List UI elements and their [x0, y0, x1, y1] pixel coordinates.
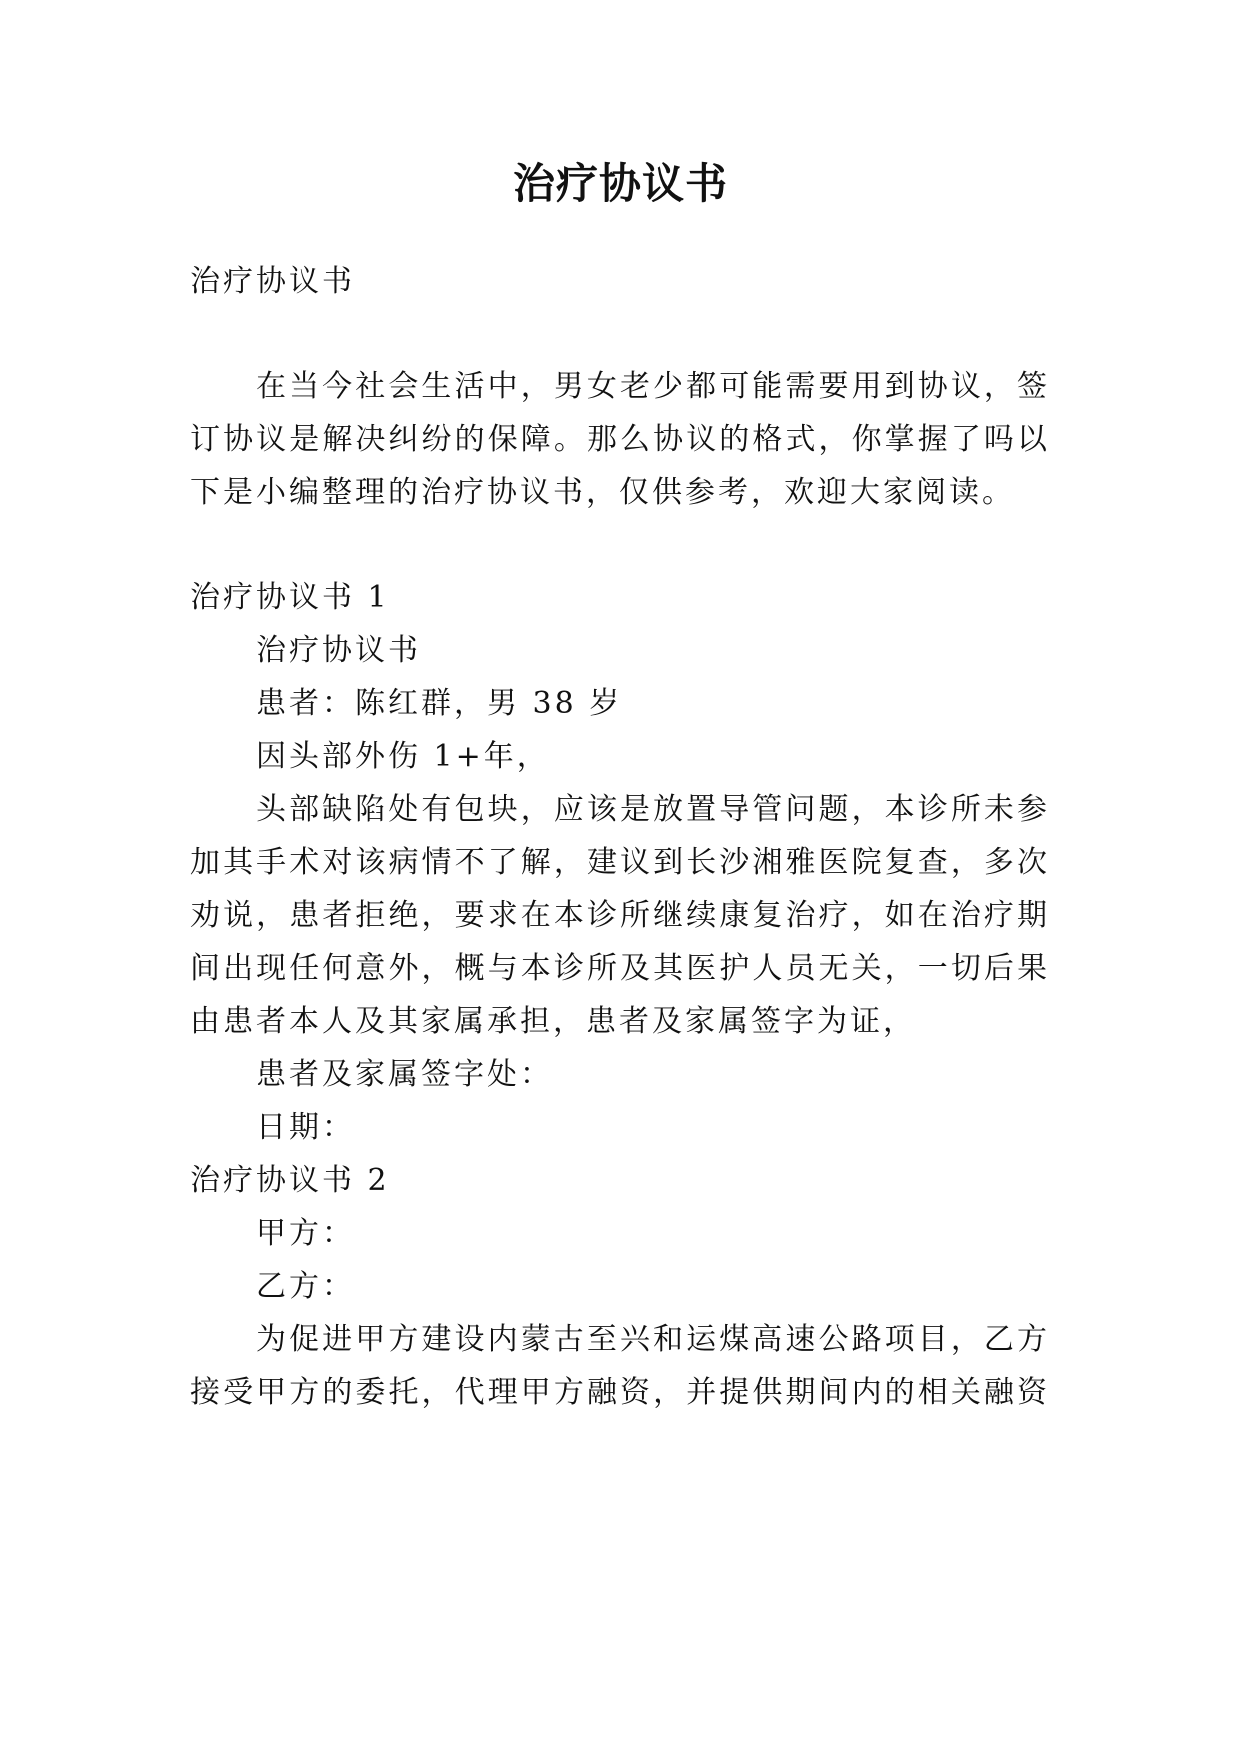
section1-body-line: 间出现任何意外，概与本诊所及其医护人员无关，一切后果 [190, 951, 1050, 986]
section1-patient: 患者：陈红群，男 38 岁 [256, 686, 623, 721]
section1-body-line: 劝说，患者拒绝，要求在本诊所继续康复治疗，如在治疗期 [190, 898, 1050, 933]
intro-paragraph-line: 订协议是解决纠纷的保障。那么协议的格式，你掌握了吗以 [190, 422, 1050, 457]
intro-paragraph-line: 在当今社会生活中，男女老少都可能需要用到协议，签 [256, 369, 1050, 404]
section2-heading: 治疗协议书 2 [190, 1163, 390, 1198]
section1-cause: 因头部外伤 1+年， [256, 739, 550, 774]
section1-subtitle: 治疗协议书 [256, 633, 421, 668]
section1-body-line: 加其手术对该病情不了解，建议到长沙湘雅医院复查，多次 [190, 845, 1050, 880]
section2-body-line: 为促进甲方建设内蒙古至兴和运煤高速公路项目，乙方 [256, 1322, 1050, 1357]
section1-body-line: 由患者本人及其家属承担，患者及家属签字为证， [190, 1004, 916, 1039]
intro-heading: 治疗协议书 [190, 264, 355, 299]
section1-date: 日期： [256, 1110, 355, 1145]
section2-body-line: 接受甲方的委托，代理甲方融资，并提供期间内的相关融资 [190, 1375, 1050, 1410]
intro-paragraph-line: 下是小编整理的治疗协议书，仅供参考，欢迎大家阅读。 [190, 475, 1015, 510]
section2-party-a: 甲方： [256, 1216, 355, 1251]
document-title: 治疗协议书 [512, 159, 728, 208]
section1-heading: 治疗协议书 1 [190, 580, 390, 615]
section1-body-line: 头部缺陷处有包块，应该是放置导管问题，本诊所未参 [256, 792, 1050, 827]
section2-party-b: 乙方： [256, 1269, 355, 1304]
section1-signature: 患者及家属签字处： [256, 1057, 553, 1092]
